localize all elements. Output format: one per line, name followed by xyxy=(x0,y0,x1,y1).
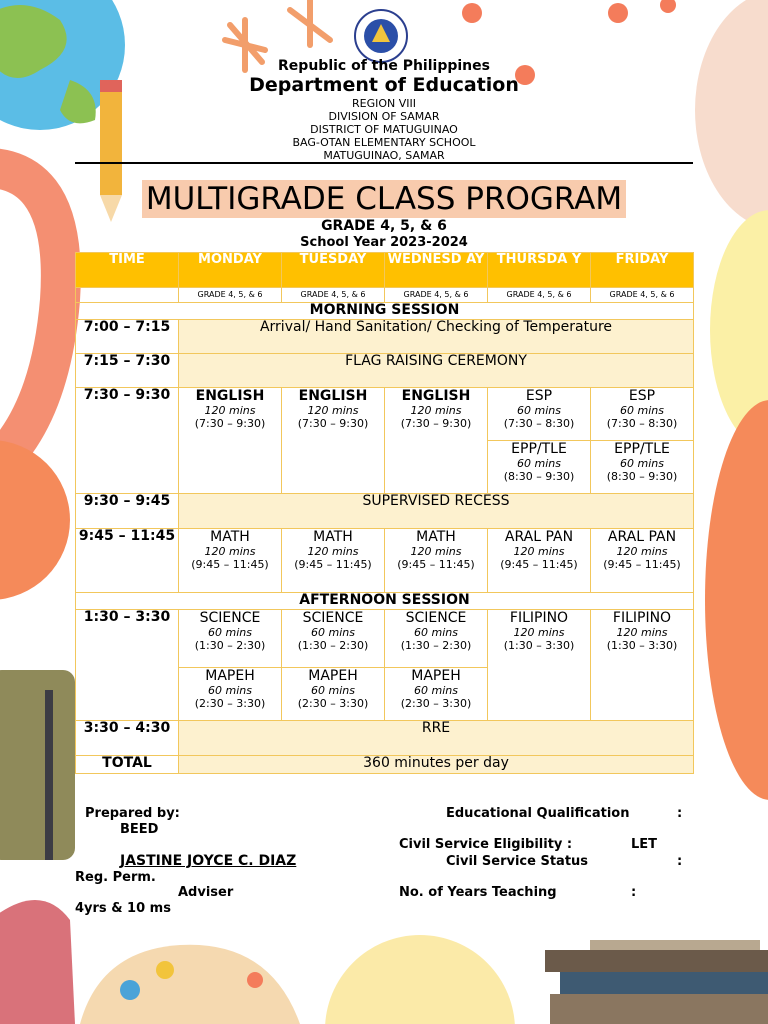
district-label: DISTRICT OF MATUGUINAO xyxy=(310,123,458,136)
col-monday: MONDAY xyxy=(179,253,282,288)
page-title: MULTIGRADE CLASS PROGRAM xyxy=(142,180,626,218)
subject-name: ARAL PAN xyxy=(504,529,574,545)
orange-right-blob xyxy=(705,400,768,800)
subject-name: SCIENCE xyxy=(405,610,467,626)
teacher-name: JASTINE JOYCE C. DIAZ xyxy=(120,853,297,869)
col-time: TIME xyxy=(76,253,179,288)
subject-mins: 120 mins xyxy=(616,626,668,639)
colon: : xyxy=(677,806,683,821)
header-divider xyxy=(75,162,693,164)
subject-range: (8:30 – 9:30) xyxy=(606,470,678,483)
col-tuesday: TUESDAY xyxy=(282,253,385,288)
subject-cell xyxy=(179,529,282,593)
subject-cell xyxy=(282,388,385,494)
subject-mins: 120 mins xyxy=(410,545,462,558)
subject-name: MAPEH xyxy=(308,668,358,684)
cse-label: Civil Service Eligibility : xyxy=(399,837,573,852)
subject-mins: 120 mins xyxy=(204,404,256,417)
deped-seal-icon xyxy=(353,8,409,64)
total-value: 360 minutes per day xyxy=(179,756,694,774)
activity-cell: SUPERVISED RECESS xyxy=(179,494,694,529)
col-friday: FRIDAY xyxy=(591,253,694,288)
books-stack-icon xyxy=(545,940,768,1024)
subject-cell xyxy=(488,529,591,593)
subject-cell xyxy=(385,529,488,593)
grade-sub: GRADE 4, 5, & 6 xyxy=(282,288,385,303)
region-label: REGION VIII xyxy=(351,97,416,110)
table-row xyxy=(76,756,694,774)
subject-name: ENGLISH xyxy=(195,388,265,404)
activity-cell: Arrival/ Hand Sanitation/ Checking of Temperature xyxy=(179,320,694,354)
subject-name: MAPEH xyxy=(205,668,255,684)
subject-range: (9:45 – 11:45) xyxy=(397,558,475,571)
grades-label: GRADE 4, 5, & 6 xyxy=(321,218,447,234)
subject-range: (1:30 – 3:30) xyxy=(606,639,678,652)
subject-mins: 60 mins xyxy=(311,684,355,697)
grade-subheader-row xyxy=(76,288,694,303)
class-program-table xyxy=(75,252,694,774)
subject-cell xyxy=(282,668,385,721)
school-label: BAG-OTAN ELEMENTARY SCHOOL xyxy=(292,136,476,149)
subject-range: (7:30 – 9:30) xyxy=(400,417,472,430)
time-cell: 1:30 – 3:30 xyxy=(76,610,179,721)
subject-name: SCIENCE xyxy=(199,610,261,626)
prepared-by-label: Prepared by: xyxy=(85,806,180,821)
subject-mins: 60 mins xyxy=(414,684,458,697)
afternoon-session-label: AFTERNOON SESSION xyxy=(76,593,694,610)
subject-cell xyxy=(179,388,282,494)
subject-name: EPP/TLE xyxy=(511,441,567,457)
subject-cell xyxy=(591,529,694,593)
subject-mins: 120 mins xyxy=(513,626,565,639)
table-row xyxy=(76,320,694,354)
subject-range: (9:45 – 11:45) xyxy=(191,558,269,571)
subject-mins: 60 mins xyxy=(517,404,561,417)
subject-cell xyxy=(488,441,591,494)
grade-sub: GRADE 4, 5, & 6 xyxy=(385,288,488,303)
subject-range: (1:30 – 2:30) xyxy=(400,639,472,652)
subject-mins: 120 mins xyxy=(307,545,359,558)
subject-name: ESP xyxy=(628,388,656,404)
subject-mins: 60 mins xyxy=(208,684,252,697)
table-row xyxy=(76,388,694,441)
table-row xyxy=(76,494,694,529)
beed-label: BEED xyxy=(120,822,159,837)
subject-name: MATH xyxy=(416,529,456,545)
subject-cell xyxy=(282,529,385,593)
table-row xyxy=(76,610,694,668)
subject-mins: 60 mins xyxy=(311,626,355,639)
country-label: Republic of the Philippines xyxy=(278,58,490,74)
subject-range: (1:30 – 3:30) xyxy=(503,639,575,652)
time-cell: 7:15 – 7:30 xyxy=(76,354,179,388)
subject-range: (9:45 – 11:45) xyxy=(500,558,578,571)
time-cell: 9:45 – 11:45 xyxy=(76,529,179,593)
colon: : xyxy=(631,885,637,900)
years-teaching-label: No. of Years Teaching xyxy=(399,885,557,900)
subject-range: (2:30 – 3:30) xyxy=(400,697,472,710)
yellow-circle xyxy=(325,935,515,1024)
subject-mins: 60 mins xyxy=(208,626,252,639)
table-row xyxy=(76,529,694,593)
subject-range: (1:30 – 2:30) xyxy=(194,639,266,652)
subject-mins: 60 mins xyxy=(517,457,561,470)
subject-cell xyxy=(385,610,488,668)
table-row xyxy=(76,721,694,756)
subject-range: (7:30 – 9:30) xyxy=(297,417,369,430)
subject-mins: 120 mins xyxy=(307,404,359,417)
subject-range: (1:30 – 2:30) xyxy=(297,639,369,652)
edu-qual-label: Educational Qualification xyxy=(446,806,630,821)
reg-perm-label: Reg. Perm. xyxy=(75,870,156,885)
subject-cell xyxy=(179,668,282,721)
subject-name: ENGLISH xyxy=(298,388,368,404)
time-cell: 7:00 – 7:15 xyxy=(76,320,179,354)
time-cell: 7:30 – 9:30 xyxy=(76,388,179,494)
subject-cell xyxy=(385,388,488,494)
subject-name: FILIPINO xyxy=(509,610,569,626)
time-cell: 3:30 – 4:30 xyxy=(76,721,179,756)
table-header-row xyxy=(76,253,694,288)
colon: : xyxy=(677,854,683,869)
subject-mins: 60 mins xyxy=(620,457,664,470)
css-label: Civil Service Status xyxy=(446,854,589,869)
subject-name: MATH xyxy=(210,529,250,545)
subject-name: ARAL PAN xyxy=(607,529,677,545)
orange-blob xyxy=(0,440,70,600)
subject-name: SCIENCE xyxy=(302,610,364,626)
cse-value: LET xyxy=(631,837,658,852)
backpack-icon xyxy=(0,900,75,1024)
subject-mins: 120 mins xyxy=(204,545,256,558)
subject-cell xyxy=(282,610,385,668)
book-icon xyxy=(0,670,75,860)
time-cell: 9:30 – 9:45 xyxy=(76,494,179,529)
address-label: MATUGUINAO, SAMAR xyxy=(323,149,445,162)
subject-name: MATH xyxy=(313,529,353,545)
subject-cell xyxy=(591,441,694,494)
subject-mins: 120 mins xyxy=(410,404,462,417)
subject-name: ESP xyxy=(525,388,553,404)
subject-cell xyxy=(591,388,694,441)
title-wrap xyxy=(0,180,768,218)
department-title: Department of Education xyxy=(249,74,519,96)
grade-sub: GRADE 4, 5, & 6 xyxy=(488,288,591,303)
session-row xyxy=(76,593,694,610)
subject-range: (8:30 – 9:30) xyxy=(503,470,575,483)
subject-name: FILIPINO xyxy=(612,610,672,626)
division-label: DIVISION OF SAMAR xyxy=(328,110,440,123)
years-value: 4yrs & 10 ms xyxy=(75,901,171,916)
subject-range: (2:30 – 3:30) xyxy=(194,697,266,710)
subject-name: ENGLISH xyxy=(401,388,471,404)
col-thursday: THURSDA Y xyxy=(488,253,591,288)
activity-cell: RRE xyxy=(179,721,694,756)
subject-range: (9:45 – 11:45) xyxy=(294,558,372,571)
subject-mins: 60 mins xyxy=(414,626,458,639)
subject-range: (2:30 – 3:30) xyxy=(297,697,369,710)
session-row xyxy=(76,303,694,320)
morning-session-label: MORNING SESSION xyxy=(76,303,694,320)
subject-range: (7:30 – 9:30) xyxy=(194,417,266,430)
subject-range: (7:30 – 8:30) xyxy=(503,417,575,430)
subject-cell xyxy=(488,388,591,441)
subject-range: (9:45 – 11:45) xyxy=(603,558,681,571)
total-label: TOTAL xyxy=(76,756,179,774)
adviser-label: Adviser xyxy=(178,885,234,900)
palette-icon xyxy=(80,945,300,1024)
subject-name: MAPEH xyxy=(411,668,461,684)
subject-cell xyxy=(179,610,282,668)
subject-mins: 120 mins xyxy=(513,545,565,558)
subject-range: (7:30 – 8:30) xyxy=(606,417,678,430)
col-wednesday: WEDNESD AY xyxy=(385,253,488,288)
grade-sub: GRADE 4, 5, & 6 xyxy=(591,288,694,303)
school-year-label: School Year 2023-2024 xyxy=(300,235,468,250)
subject-cell xyxy=(488,610,591,721)
table-row xyxy=(76,354,694,388)
grade-sub: GRADE 4, 5, & 6 xyxy=(179,288,282,303)
activity-cell: FLAG RAISING CEREMONY xyxy=(179,354,694,388)
subject-mins: 60 mins xyxy=(620,404,664,417)
subject-cell xyxy=(591,610,694,721)
subject-mins: 120 mins xyxy=(616,545,668,558)
subject-cell xyxy=(385,668,488,721)
subject-name: EPP/TLE xyxy=(614,441,670,457)
